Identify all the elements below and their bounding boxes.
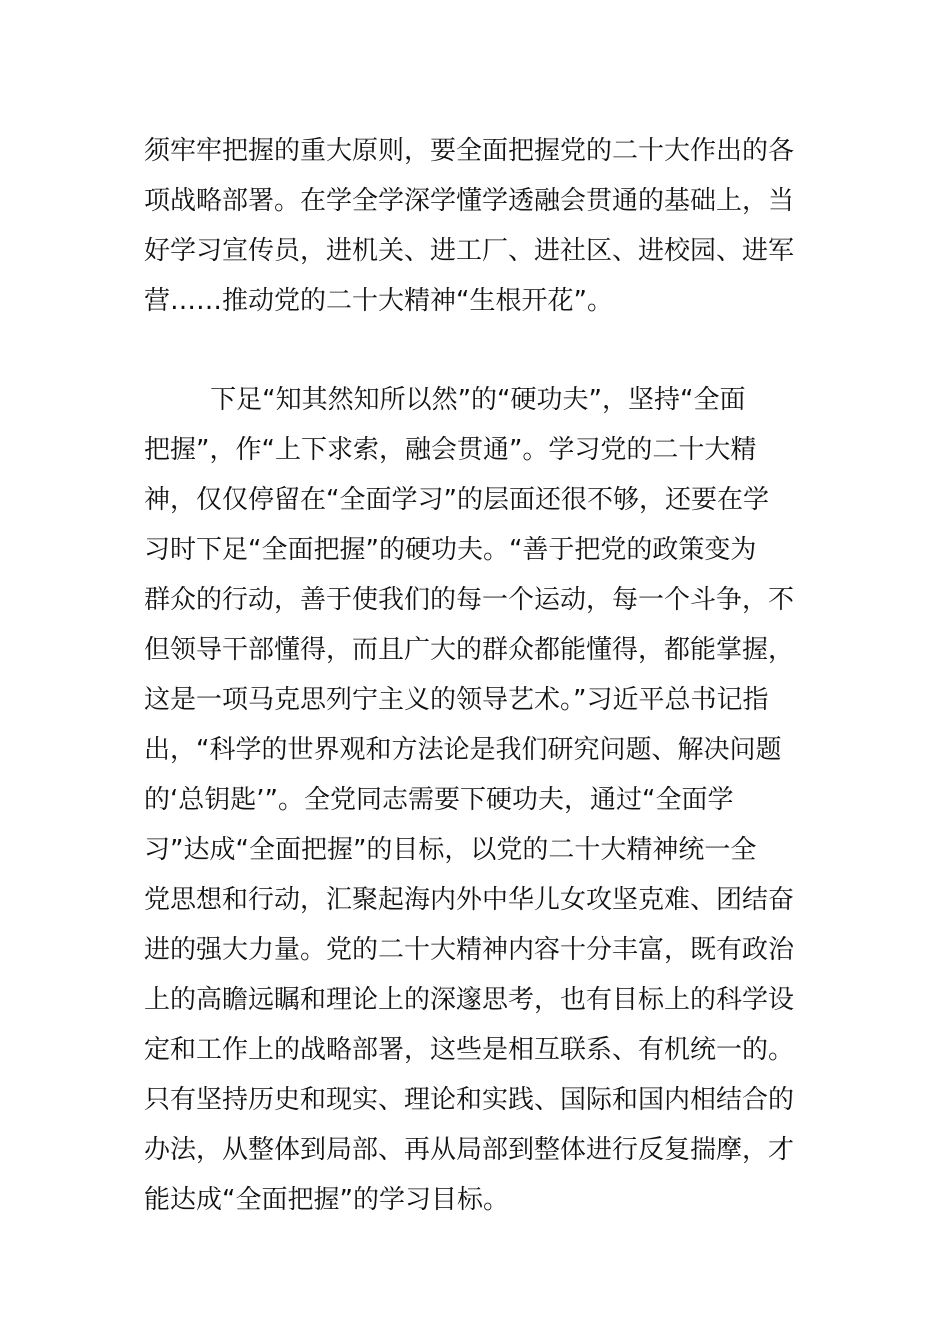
text-line: 定和工作上的战略部署，这些是相互联系、有机统一的。 (144, 1035, 795, 1065)
text-line: 把握”，作“上下求索，融会贯通”。学习党的二十大精 (144, 435, 757, 465)
text-line: 须牢牢把握的重大原则，要全面把握党的二十大作出的各 (144, 136, 795, 166)
text-line: 神，仅仅停留在“全面学习”的层面还很不够，还要在学 (144, 485, 769, 515)
text-line: 项战略部署。在学全学深学懂学透融会贯通的基础上，当 (144, 186, 795, 216)
text-line: 但领导干部懂得，而且广大的群众都能懂得，都能掌握， (144, 635, 795, 665)
text-line: 进的强大力量。党的二十大精神内容十分丰富，既有政治 (144, 935, 795, 965)
text-line: 党思想和行动，汇聚起海内外中华儿女攻坚克难、团结奋 (144, 885, 795, 915)
text-line: 习时下足“全面把握”的硬功夫。“善于把党的政策变为 (144, 535, 757, 565)
paragraph-2 (144, 375, 809, 1225)
text-line: 出，“科学的世界观和方法论是我们研究问题、解决问题 (144, 735, 782, 765)
text-line: 的‘总钥匙’”。全党同志需要下硬功夫，通过“全面学 (144, 785, 734, 815)
text-line: 这是一项马克思列宁主义的领导艺术。”习近平总书记指 (144, 685, 769, 715)
text-line: 上的高瞻远瞩和理论上的深邃思考，也有目标上的科学设 (144, 985, 795, 1015)
paragraph-1 (144, 126, 809, 326)
text-line: 习”达成“全面把握”的目标，以党的二十大精神统一全 (144, 835, 757, 865)
text-line: 营……推动党的二十大精神“生根开花”。 (144, 286, 613, 316)
text-line: 下足“知其然知所以然”的“硬功夫”，坚持“全面 (144, 385, 746, 415)
text-line: 好学习宣传员，进机关、进工厂、进社区、进校园、进军 (144, 236, 795, 266)
text-line: 能达成“全面把握”的学习目标。 (144, 1185, 509, 1215)
text-line: 只有坚持历史和现实、理论和实践、国际和国内相结合的 (144, 1085, 795, 1115)
text-line: 办法，从整体到局部、再从局部到整体进行反复揣摩，才 (144, 1135, 795, 1165)
text-line: 群众的行动，善于使我们的每一个运动，每一个斗争，不 (144, 585, 795, 615)
